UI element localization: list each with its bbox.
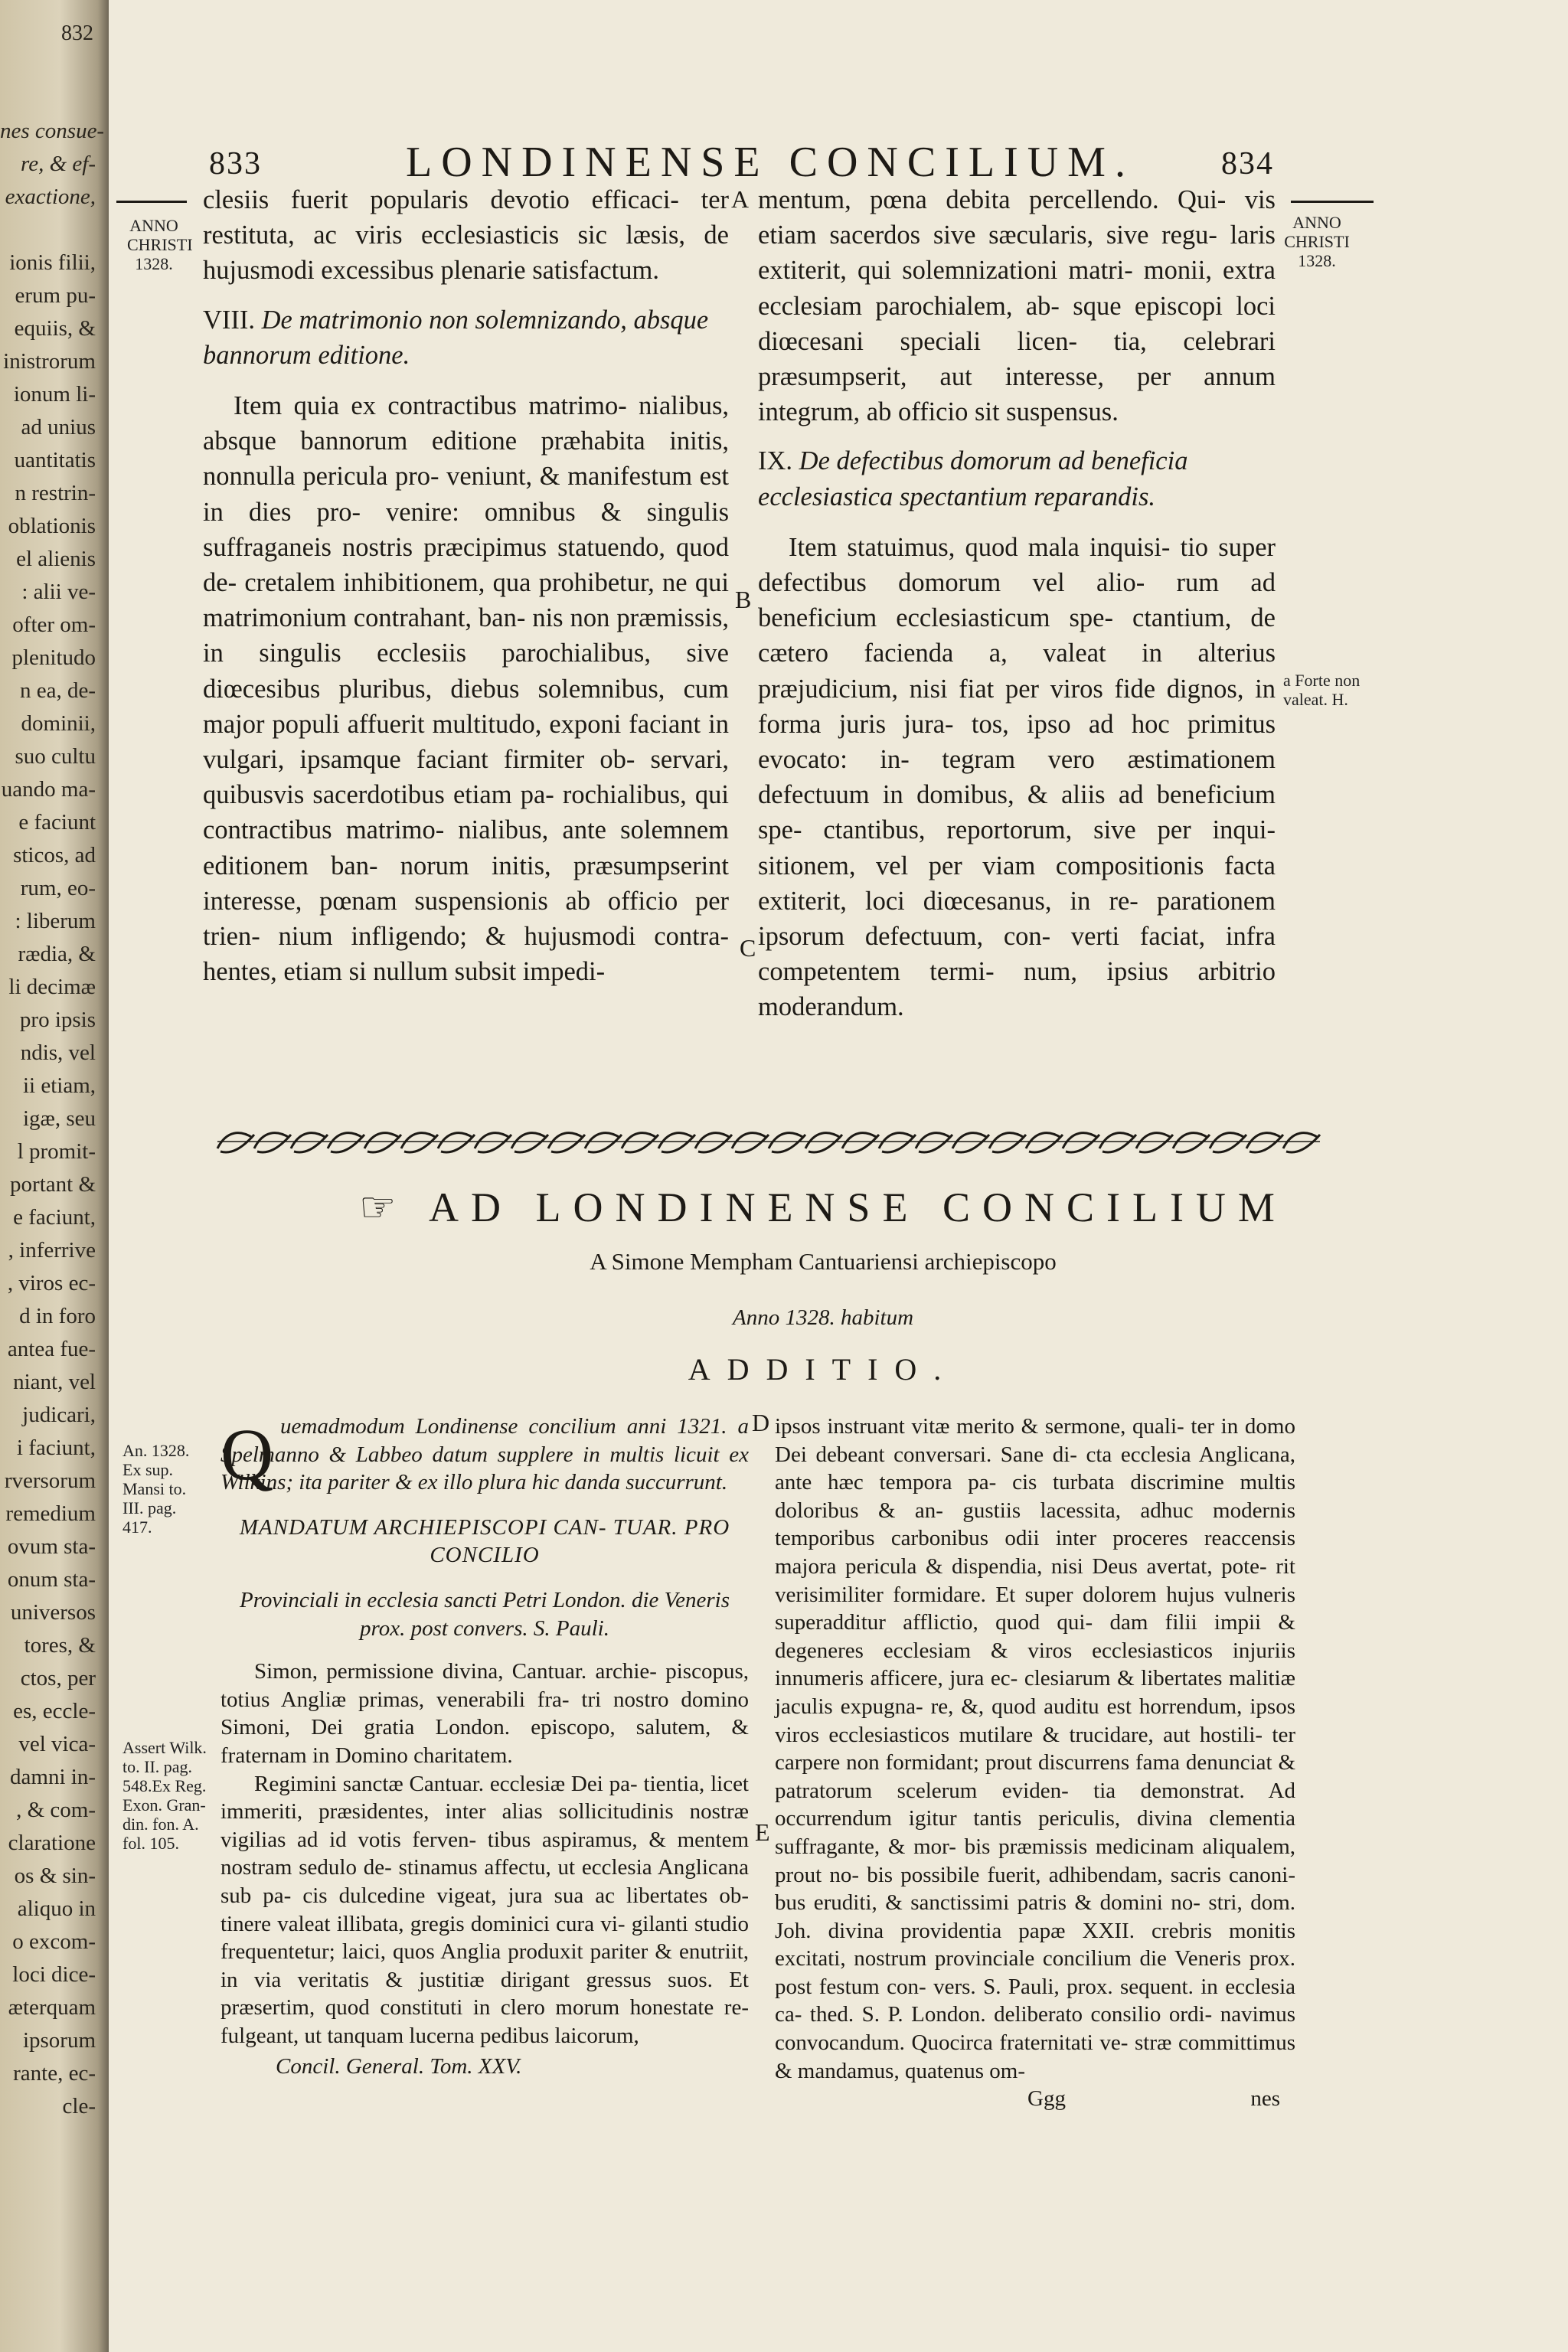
forte-note: a Forte non valeat. H. (1283, 671, 1361, 709)
paragraph: Simon, permissione divina, Cantuar. archie- piscopus, totius Angliæ primas, venerabili fra- tri nostro domino Simoni, Dei gratia London. episcopo, salutem, & fraternam in Domino charitatem. (220, 1659, 749, 1768)
paragraph: ipsos instruant vitæ merito & sermone, quali- ter in domo Dei debeant conversari. Sane di- cta ecclesia Anglicana, ante hæc tempora pa- cis turbata discrimine multis doloribus & an- gustiis lacessita, adhuc modernis temporibus carbonibus odii inter proceres reaccensis majora pericula & dispendia, nisi Deus avertat, pote- rit verisimiliter formidare. Et super dolorem hujus vulneris superadditur afflictio, quod qui- dam filii impii & degeneres ecclesiam & viros ecclesiasticos injuriis innumeris afficere, jura ec- clesiarum & libertates malitiæ jaculis expugna- re, &, quod auditu est horrendum, ipsos viros ecclesiasticos mutilare & trucidare, aut hostili- ter carpere non formidant; prout discurrens fama denunciat & patratorum scelerum eviden- tia demonstrat. Ad occurrendum igitur tantis periculis, divina clementia suffragante, & mor- bis præmissis medicinam aliqualem, prout no- bis possibile fuerit, adhibendam, sacris canoni- bus eruditi, & sanctissimi patris & domini no- stri, dom. Joh. divina providentia papæ XXII. crebris monitis excitati, nostrum provinciale concilium die Veneris prox. post festum con- vers. S. Pauli, prox. sequent. in ecclesia ca- thed. S. P. London. deliberato consilio ordi- navimus convocandum. Quocirca fraternitati ve- stræ committimus & mandamus, quatenus om- (775, 1414, 1295, 2083)
drop-cap: Q (220, 1413, 274, 1495)
previous-page-line: ctos, per (20, 1666, 96, 1690)
previous-page-lines (0, 115, 105, 2123)
section-letter-b: B (735, 586, 752, 613)
assert-note: Assert Wilk. to. II. pag. 548.Ex Reg. Exon. Gran- din. fon. A. fol. 105. (122, 1738, 207, 1853)
previous-page-line: , inferrive (8, 1238, 96, 1263)
addition-title-row (107, 1183, 1539, 1231)
previous-page-line: ofter om- (12, 612, 96, 637)
previous-page-line: vel vica- (18, 1732, 96, 1756)
previous-page-line: el alienis (16, 547, 96, 571)
previous-page-line: claratione (8, 1831, 96, 1855)
footer-signature: Concil. General. Tom. XXV. (276, 2054, 522, 2079)
previous-page-line: os & sin- (14, 1864, 96, 1888)
previous-page-line: æterquam (8, 1995, 96, 2020)
previous-page-line: rante, ec- (13, 2061, 96, 2086)
section-letter-d: D (752, 1409, 770, 1436)
paragraph: Item quia ex contractibus matrimo- nialibus, absque bannorum editione præhabita initis, nonnulla pericula pro- veniunt, & manifestum est in dies pro- venire: omnibus & singulis suffraganeis nostris præcipimus statuendo, quod de- cretalem inhibitionem, qua prohibetur, ne qui matrimonium contrahant, ban- nis non præmissis, in singulis ecclesiis parochialibus, sive diœcesibus pluribus, diebus solemnibus, cum major populi affuerit multitudo, exponi faciant in vulgari, ipsamque faciant firmiter ob- servari, quibusvis sacerdotibus etiam pa- rochialibus, qui contractibus matrimo- nialibus, ante solemnem editionem ban- norum initis, præsumpserint interesse, pœnam suspensionis ab officio per trien- nium infligendo; & hujusmodi contra- hentes, etiam si nullum subsit impedi- (203, 391, 729, 987)
an-note: An. 1328. Ex sup. Mansi to. III. pag. 417. (122, 1441, 190, 1537)
previous-page-line: rversorum (4, 1468, 96, 1493)
previous-page-line: : liberum (15, 909, 96, 933)
section-letter-c: C (740, 934, 756, 962)
previous-page-line: sticos, ad (13, 843, 96, 867)
page-number-right: 834 (1221, 146, 1274, 181)
previous-page-line: oblationis (8, 514, 96, 538)
previous-page-line: e faciunt (18, 810, 96, 835)
paragraph: clesiis fuerit popularis devotio efficaci- ter restituta, ac viris ecclesiasticis sic læsis, de hujusmodi excessibus plenarie satisfactum. (203, 185, 729, 286)
intro-paragraph: uemadmodum Londinense concilium anni 1321. a Spelmanno & Labbeo datum supplere in multis licuit ex Wilkins; ita pariter & ex illo plura hic danda succurrunt. (220, 1414, 749, 1495)
lower-right-column (775, 1413, 1295, 2115)
previous-page-line: inistrorum (3, 349, 96, 374)
previous-page-line: li decimæ (8, 975, 96, 999)
mandate-subtitle: Provinciali in ecclesia sancti Petri London. die Veneris prox. post convers. S. Pauli. (239, 1587, 730, 1641)
previous-page-line: es, eccle- (13, 1699, 96, 1723)
previous-page-line: ipsorum (22, 2028, 96, 2053)
section-letter-e: E (755, 1818, 770, 1846)
signature-mark: Ggg (1027, 2086, 1066, 2112)
previous-page-line: loci dice- (12, 1962, 96, 1987)
previous-page-line: o excom- (12, 1929, 96, 1954)
previous-page-number: 832 (61, 21, 93, 45)
lower-left-column (220, 1413, 749, 2081)
previous-page-line: ii etiam, (22, 1073, 96, 1098)
paragraph: mentum, pœna debita percellendo. Qui- vis etiam sacerdos sive sæcularis, sive regu- laris extiterit, qui solemnizationi matri- monii, extra ecclesiam parochialem, ab- sque episcopi loci diœcesani speciali licen- tia, celebrari præsumpserit, aut interesse, per annum integrum, ab officio sit suspensus. (758, 185, 1276, 427)
paragraph: Regimini sanctæ Cantuar. ecclesiæ Dei pa- tientia, licet immeriti, præsidentes, inter alias sollicitudinis nostræ vigilias ad id votis ferven- tibus aspiramus, & mentem nostram sedulo de- stinamus affectu, ut ecclesia Anglicana sub pa- cis dulcedine vigeat, jura sua ac libertates ob- tinere valeat illibata, gregis dominici cura vi- gilanti studio frequentetur; laici, quos Anglia produxit pariter & enutriit, in via veritatis & justitiæ dirigant gressus suos. Et præsertim, quod constituti in clero morum honestate re- fulgeant, ut tanquam lucerna pedibus laicorum, (220, 1771, 749, 2048)
upper-left-column (203, 182, 729, 989)
previous-page-line: e faciunt, (13, 1205, 96, 1230)
previous-page-line: erum pu- (15, 283, 96, 308)
previous-page-edge (0, 21, 105, 2123)
previous-page-line: damni in- (10, 1765, 96, 1789)
rule-left (116, 201, 187, 203)
previous-page-line: n ea, de- (19, 678, 96, 703)
previous-page-line: , & com- (16, 1798, 96, 1822)
catchword: nes (1250, 2086, 1280, 2112)
addition-additio: ADDITIO. (688, 1352, 959, 1387)
previous-page-line: dominii, (21, 711, 96, 736)
previous-page-line: ovum sta- (7, 1534, 96, 1559)
previous-page-line: exactione, (5, 185, 96, 209)
previous-page-line: pro ipsis (19, 1008, 96, 1032)
rule-right (1291, 201, 1374, 203)
section-heading-9: IX. De defectibus domorum ad beneficia ecclesiastica spectantium reparandis. (758, 446, 1188, 511)
previous-page-line: plenitudo (11, 645, 96, 670)
previous-page-line: : alii ve- (21, 580, 96, 604)
previous-page-line: niant, vel (13, 1370, 96, 1394)
section-heading-8: VIII. De matrimonio non solemnizando, absque bannorum editione. (203, 305, 709, 370)
previous-page-line: i faciunt, (16, 1436, 96, 1460)
previous-page-line (0, 214, 96, 247)
catchword-row (775, 2085, 1295, 2115)
previous-page-line: rum, eo- (20, 876, 96, 900)
previous-page-line: ad unius (21, 415, 96, 439)
addition-anno: Anno 1328. habitum (732, 1305, 914, 1330)
previous-page-line: ndis, vel (20, 1040, 96, 1065)
previous-page-line: tores, & (24, 1633, 96, 1658)
previous-page-line: n restrin- (15, 481, 96, 505)
previous-page-line: re, & ef- (21, 152, 96, 176)
previous-page-line: equiis, & (14, 316, 96, 341)
previous-page-line: antea fue- (7, 1337, 96, 1361)
anno-left: ANNO CHRISTI 1328. (127, 216, 193, 273)
previous-page-line: uando ma- (1, 777, 96, 802)
previous-page-line: , viros ec- (7, 1271, 96, 1295)
section-letter-a: A (731, 185, 750, 213)
previous-page-line: rædia, & (18, 942, 96, 966)
pointing-hand-icon: ☞ (359, 1184, 409, 1230)
rope-ornament (217, 1124, 1320, 1159)
previous-page-line: ionum li- (13, 382, 96, 407)
paragraph: Item statuimus, quod mala inquisi- tio super defectibus domorum vel alio- rum ad beneficium ecclesiasticum spe- ctantium, de cætero facienda a, valeat in alterius præjudicium, nisi fiat per viros fide dignos, in forma juris jura- tos, ipso ad hoc primitus evocato: in- tegram vero æstimationem defectuum in domibus, & aliis ad beneficium spe- ctantibus, reportorum, sive per inqui- sitionem, vel per viam compositionis facta extiterit, loci diœcesanus, in re- parationem ipsorum defectuum, con- verti faciat, infra competentem termi- num, ipsius arbitrio moderandum. (758, 532, 1276, 1022)
previous-page-line: uantitatis (14, 448, 96, 472)
previous-page-line: judicari, (22, 1403, 96, 1427)
addition-title: AD LONDINENSE CONCILIUM (429, 1184, 1287, 1230)
previous-page-line: universos (10, 1600, 96, 1625)
previous-page-line: ionis filii, (9, 250, 96, 275)
previous-page-line: portant & (10, 1172, 96, 1197)
page-title: LONDINENSE CONCILIUM. (406, 139, 1135, 186)
previous-page-line: l promit- (17, 1139, 96, 1164)
addition-subtitle: A Simone Mempham Cantuariensi archiepiscopo (590, 1248, 1057, 1275)
mandate-title: MANDATUM ARCHIEPISCOPI CAN- TUAR. PRO CONCILIO (239, 1514, 730, 1568)
upper-right-column (758, 182, 1276, 1025)
previous-page-line: onum sta- (7, 1567, 96, 1592)
previous-page-line: cle- (62, 2094, 96, 2118)
previous-page-line: d in foro (19, 1304, 96, 1328)
previous-page-line: igæ, seu (22, 1106, 96, 1131)
anno-right: ANNO CHRISTI 1328. (1284, 213, 1350, 270)
page-number-left: 833 (209, 146, 262, 181)
previous-page-line: nes consue- (0, 119, 105, 143)
previous-page-line: remedium (5, 1501, 96, 1526)
previous-page-line: suo cultu (15, 744, 96, 769)
previous-page-line: aliquo in (17, 1896, 96, 1921)
